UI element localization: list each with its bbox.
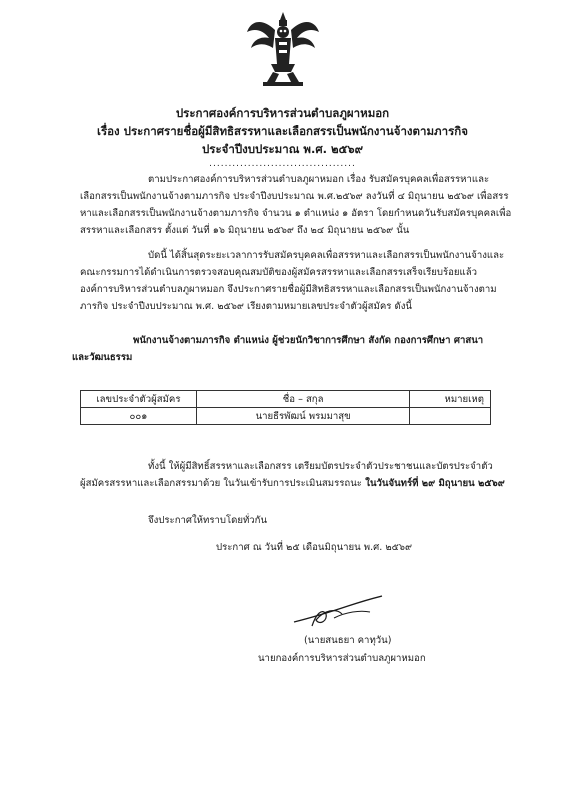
signer-title: นายกองค์การบริหารส่วนตำบลภูผาหมอก	[258, 653, 426, 664]
header-remarks: หมายเหตุ	[410, 391, 491, 408]
applicant-table	[80, 390, 491, 425]
exam-date: ในวันจันทร์ที่ ๒๙ มิถุนายน ๒๕๖๙	[361, 478, 505, 489]
applicant-number: ๐๐๑	[81, 408, 197, 425]
header-applicant-number: เลขประจำตัวผู้สมัคร	[81, 391, 197, 408]
signer-name: (นายสนธยา คาทุวัน)	[304, 635, 392, 646]
separator-dots: ......................................	[209, 159, 356, 169]
para3-line: ทั้งนี้ ให้ผู้มีสิทธิ์สรรหาและเลือกสรร เตรียมบัตรประจำตัวประชาชนและบัตรประจำตัว	[148, 461, 493, 472]
table-row	[81, 408, 491, 425]
handwritten-signature	[290, 592, 386, 632]
position-line: พนักงานจ้างตามภารกิจ ตำแหน่ง ผู้ช่วยนักวิชาการศึกษา สังกัด กองการศึกษา ศาสนา	[133, 335, 484, 346]
para2-line: บัดนี้ ได้สิ้นสุดระยะเวลาการรับสมัครบุคคลเพื่อสรรหาและเลือกสรรเป็นพนักงานจ้างและ	[148, 250, 505, 261]
para3-text: ผู้สมัครสรรหาและเลือกสรรมาด้วย ในวันเข้ารับการประเมินสมรรถนะ	[80, 478, 362, 489]
para1-line: เลือกสรรเป็นพนักงานจ้างตามภารกิจ ประจำปีงบประมาณ พ.ศ.๒๕๖๙ ลงวันที่ ๔ มิถุนายน ๒๕๖๙ เพื่อสรร	[80, 191, 509, 202]
org-heading: ประกาศองค์การบริหารส่วนตำบลภูผาหมอก	[175, 106, 390, 120]
applicant-name: นายธีรพัฒน์ พรมมาสุข	[196, 408, 409, 425]
subject-heading: เรื่อง ประกาศรายชื่อผู้มีสิทธิสรรหาและเลือกสรรเป็นพนักงานจ้างตามภารกิจ	[97, 124, 468, 138]
applicant-remarks	[410, 408, 491, 425]
fiscal-year-heading: ประจำปีงบประมาณ พ.ศ. ๒๕๖๙	[201, 142, 364, 156]
announce-line: จึงประกาศให้ทราบโดยทั่วกัน	[148, 515, 268, 526]
para3-line	[80, 476, 505, 493]
para2-line: ภารกิจ ประจำปีงบประมาณ พ.ศ. ๒๕๖๙ เรียงตามหมายเลขประจำตัวผู้สมัคร ดังนี้	[80, 301, 412, 312]
table-header-row	[81, 391, 491, 408]
para1-line: สรรหาและเลือกสรร ตั้งแต่ วันที่ ๑๖ มิถุนายน ๒๕๖๙ ถึง ๒๔ มิถุนายน ๒๕๖๙ นั้น	[80, 225, 410, 236]
dateline: ประกาศ ณ วันที่ ๒๕ เดือนมิถุนายน พ.ศ. ๒๕๖๙	[216, 542, 413, 553]
position-line: และวัฒนธรรม	[72, 352, 133, 363]
para2-line: องค์การบริหารส่วนตำบลภูผาหมอก จึงประกาศรายชื่อผู้มีสิทธิสรรหาและเลือกสรรเป็นพนักงานจ้างตาม	[80, 284, 497, 295]
para1-line: หาและเลือกสรรเป็นพนักงานจ้างตามภารกิจ จำนวน ๑ ตำแหน่ง ๑ อัตรา โดยกำหนดวันรับสมัครบุคคลเพื่อ	[80, 208, 512, 219]
header-full-name: ชื่อ – สกุล	[196, 391, 409, 408]
para2-line: คณะกรรมการได้ดำเนินการตรวจสอบคุณสมบัติของผู้สมัครสรรหาและเลือกสรรเสร็จเรียบร้อยแล้ว	[80, 267, 477, 278]
para1-line: ตามประกาศองค์การบริหารส่วนตำบลภูผาหมอก เรื่อง รับสมัครบุคคลเพื่อสรรหาและ	[148, 174, 490, 185]
garuda-emblem	[245, 10, 321, 88]
